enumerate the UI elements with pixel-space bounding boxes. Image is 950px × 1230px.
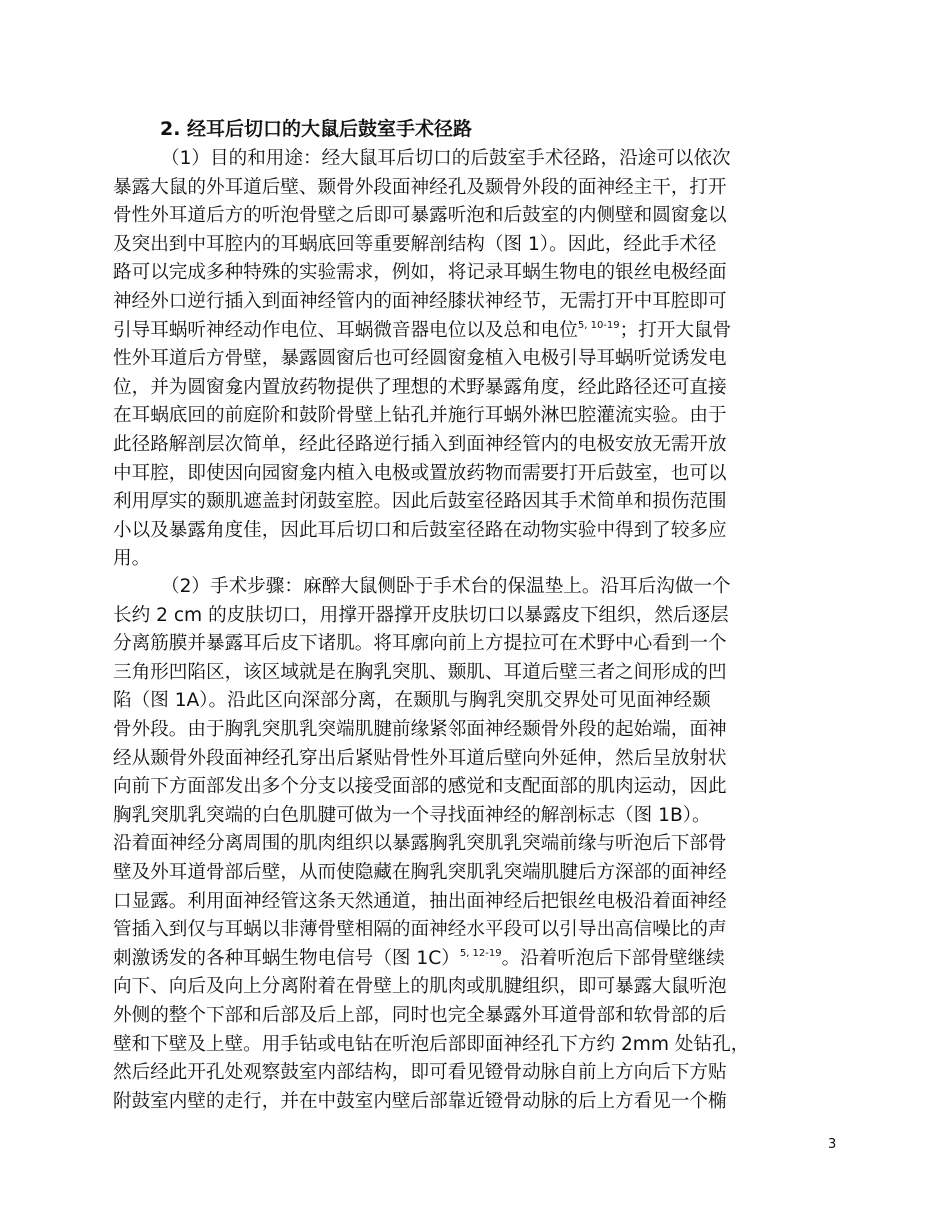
text-line: 三角形凹陷区，该区域就是在胸乳突肌、颞肌、耳道后壁三者之间形成的凹 <box>113 661 727 683</box>
text-line: 分离筋膜并暴露耳后皮下诸肌。将耳廓向前上方提拉可在术野中心看到一个 <box>113 633 727 655</box>
text-line: 外侧的整个下部和后部及后上部，同时也完全暴露外耳道骨部和软骨部的后 <box>113 1004 727 1026</box>
paragraph-procedure <box>113 573 833 1116</box>
text-line: 路可以完成多种特殊的实验需求，例如，将记录耳蜗生物电的银丝电极经面 <box>113 262 727 284</box>
text-line: 位，并为圆窗龛内置放药物提供了理想的术野暴露角度，经此路径还可直接 <box>113 376 727 398</box>
text-line: 骨外段。由于胸乳突肌乳突端肌腱前缘紧邻面神经颞骨外段的起始端，面神 <box>113 718 727 740</box>
text-line: 此径路解剖层次简单，经此径路逆行插入到面神经管内的电极安放无需开放 <box>113 433 727 455</box>
text-line: 向下、向后及向上分离附着在骨壁上的肌肉或肌腱组织，即可暴露大鼠听泡 <box>113 976 727 998</box>
citation-superscript: 5, 12-19 <box>459 947 502 959</box>
text-line: 利用厚实的颞肌遮盖封闭鼓室腔。因此后鼓室径路因其手术简单和损伤范围 <box>113 491 727 513</box>
text-line: 陷（图 1A）。沿此区向深部分离，在颞肌与胸乳突肌交界处可见面神经颞 <box>113 690 711 712</box>
text-line: 小以及暴露角度佳，因此耳后切口和后鼓室径路在动物实验中得到了较多应 <box>113 519 727 541</box>
page-number: 3 <box>828 1137 837 1152</box>
text-line: 壁和下壁及上壁。用手钻或电钻在听泡后部即面神经孔下方约 2mm 处钻孔， <box>113 1033 750 1055</box>
text-line: 长约 2 cm 的皮肤切口，用撑开器撑开皮肤切口以暴露皮下组织，然后逐层 <box>113 604 729 626</box>
paragraph-purpose <box>113 145 833 574</box>
text-line: 用。 <box>113 548 151 570</box>
text-line: 壁及外耳道骨部后壁，从而使隐藏在胸乳突肌乳突端肌腱后方深部的面神经 <box>113 861 727 883</box>
text-line: （1）目的和用途：经大鼠耳后切口的后鼓室手术径路，沿途可以依次 <box>161 148 731 169</box>
text-line-with-citation <box>113 317 833 346</box>
text-line: 骨性外耳道后方的听泡骨壁之后即可暴露听泡和后鼓室的内侧壁和圆窗龛以 <box>113 205 727 227</box>
text-line: （2）手术步骤：麻醉大鼠侧卧于手术台的保温垫上。沿耳后沟做一个 <box>161 576 731 597</box>
text-line: 管插入到仅与耳蜗以非薄骨壁相隔的面神经水平段可以引导出高信噪比的声 <box>113 919 727 941</box>
text-line: 性外耳道后方骨壁，暴露圆窗后也可经圆窗龛植入电极引导耳蜗听觉诱发电 <box>113 348 727 370</box>
text-line: 中耳腔，即使因向园窗龛内植入电极或置放药物而需要打开后鼓室，也可以 <box>113 462 727 484</box>
text-segment: ；打开大鼠骨 <box>619 319 732 341</box>
text-segment: 引导耳蜗听神经动作电位、耳蜗微音器电位以及总和电位 <box>113 319 578 341</box>
section-heading: 2. 经耳后切口的大鼠后鼓室手术径路 <box>160 118 473 140</box>
text-line: 神经外口逆行插入到面神经管内的面神经膝状神经节，无需打开中耳腔即可 <box>113 290 727 312</box>
text-line: 附鼓室内壁的走行，并在中鼓室内壁后部靠近镫骨动脉的后上方看见一个椭 <box>113 1090 727 1112</box>
text-line: 向前下方面部发出多个分支以接受面部的感觉和支配面部的肌肉运动，因此 <box>113 776 727 798</box>
text-line: 口显露。利用面神经管这条天然通道，抽出面神经后把银丝电极沿着面神经 <box>113 890 727 912</box>
text-line-with-citation <box>113 945 833 974</box>
text-segment: 。沿着听泡后下部骨壁继续 <box>501 947 725 969</box>
text-segment: 刺激诱发的各种耳蜗生物电信号（图 1C） <box>113 947 460 969</box>
text-line: 胸乳突肌乳突端的白色肌腱可做为一个寻找面神经的解剖标志（图 1B）。 <box>113 804 711 826</box>
citation-superscript: 5, 10-19 <box>577 319 620 331</box>
text-line: 及突出到中耳腔内的耳蜗底回等重要解剖结构（图 1）。因此，经此手术径 <box>113 233 717 255</box>
text-line: 然后经此开孔处观察鼓室内部结构，即可看见镫骨动脉自前上方向后下方贴 <box>113 1062 727 1084</box>
text-line: 沿着面神经分离周围的肌肉组织以暴露胸乳突肌乳突端前缘与听泡后下部骨 <box>113 833 727 855</box>
text-line: 经从颞骨外段面神经孔穿出后紧贴骨性外耳道后壁向外延伸，然后呈放射状 <box>113 747 727 769</box>
text-line: 在耳蜗底回的前庭阶和鼓阶骨壁上钻孔并施行耳蜗外淋巴腔灌流实验。由于 <box>113 405 727 427</box>
text-line: 暴露大鼠的外耳道后壁、颞骨外段面神经孔及颞骨外段的面神经主干，打开 <box>113 176 727 198</box>
